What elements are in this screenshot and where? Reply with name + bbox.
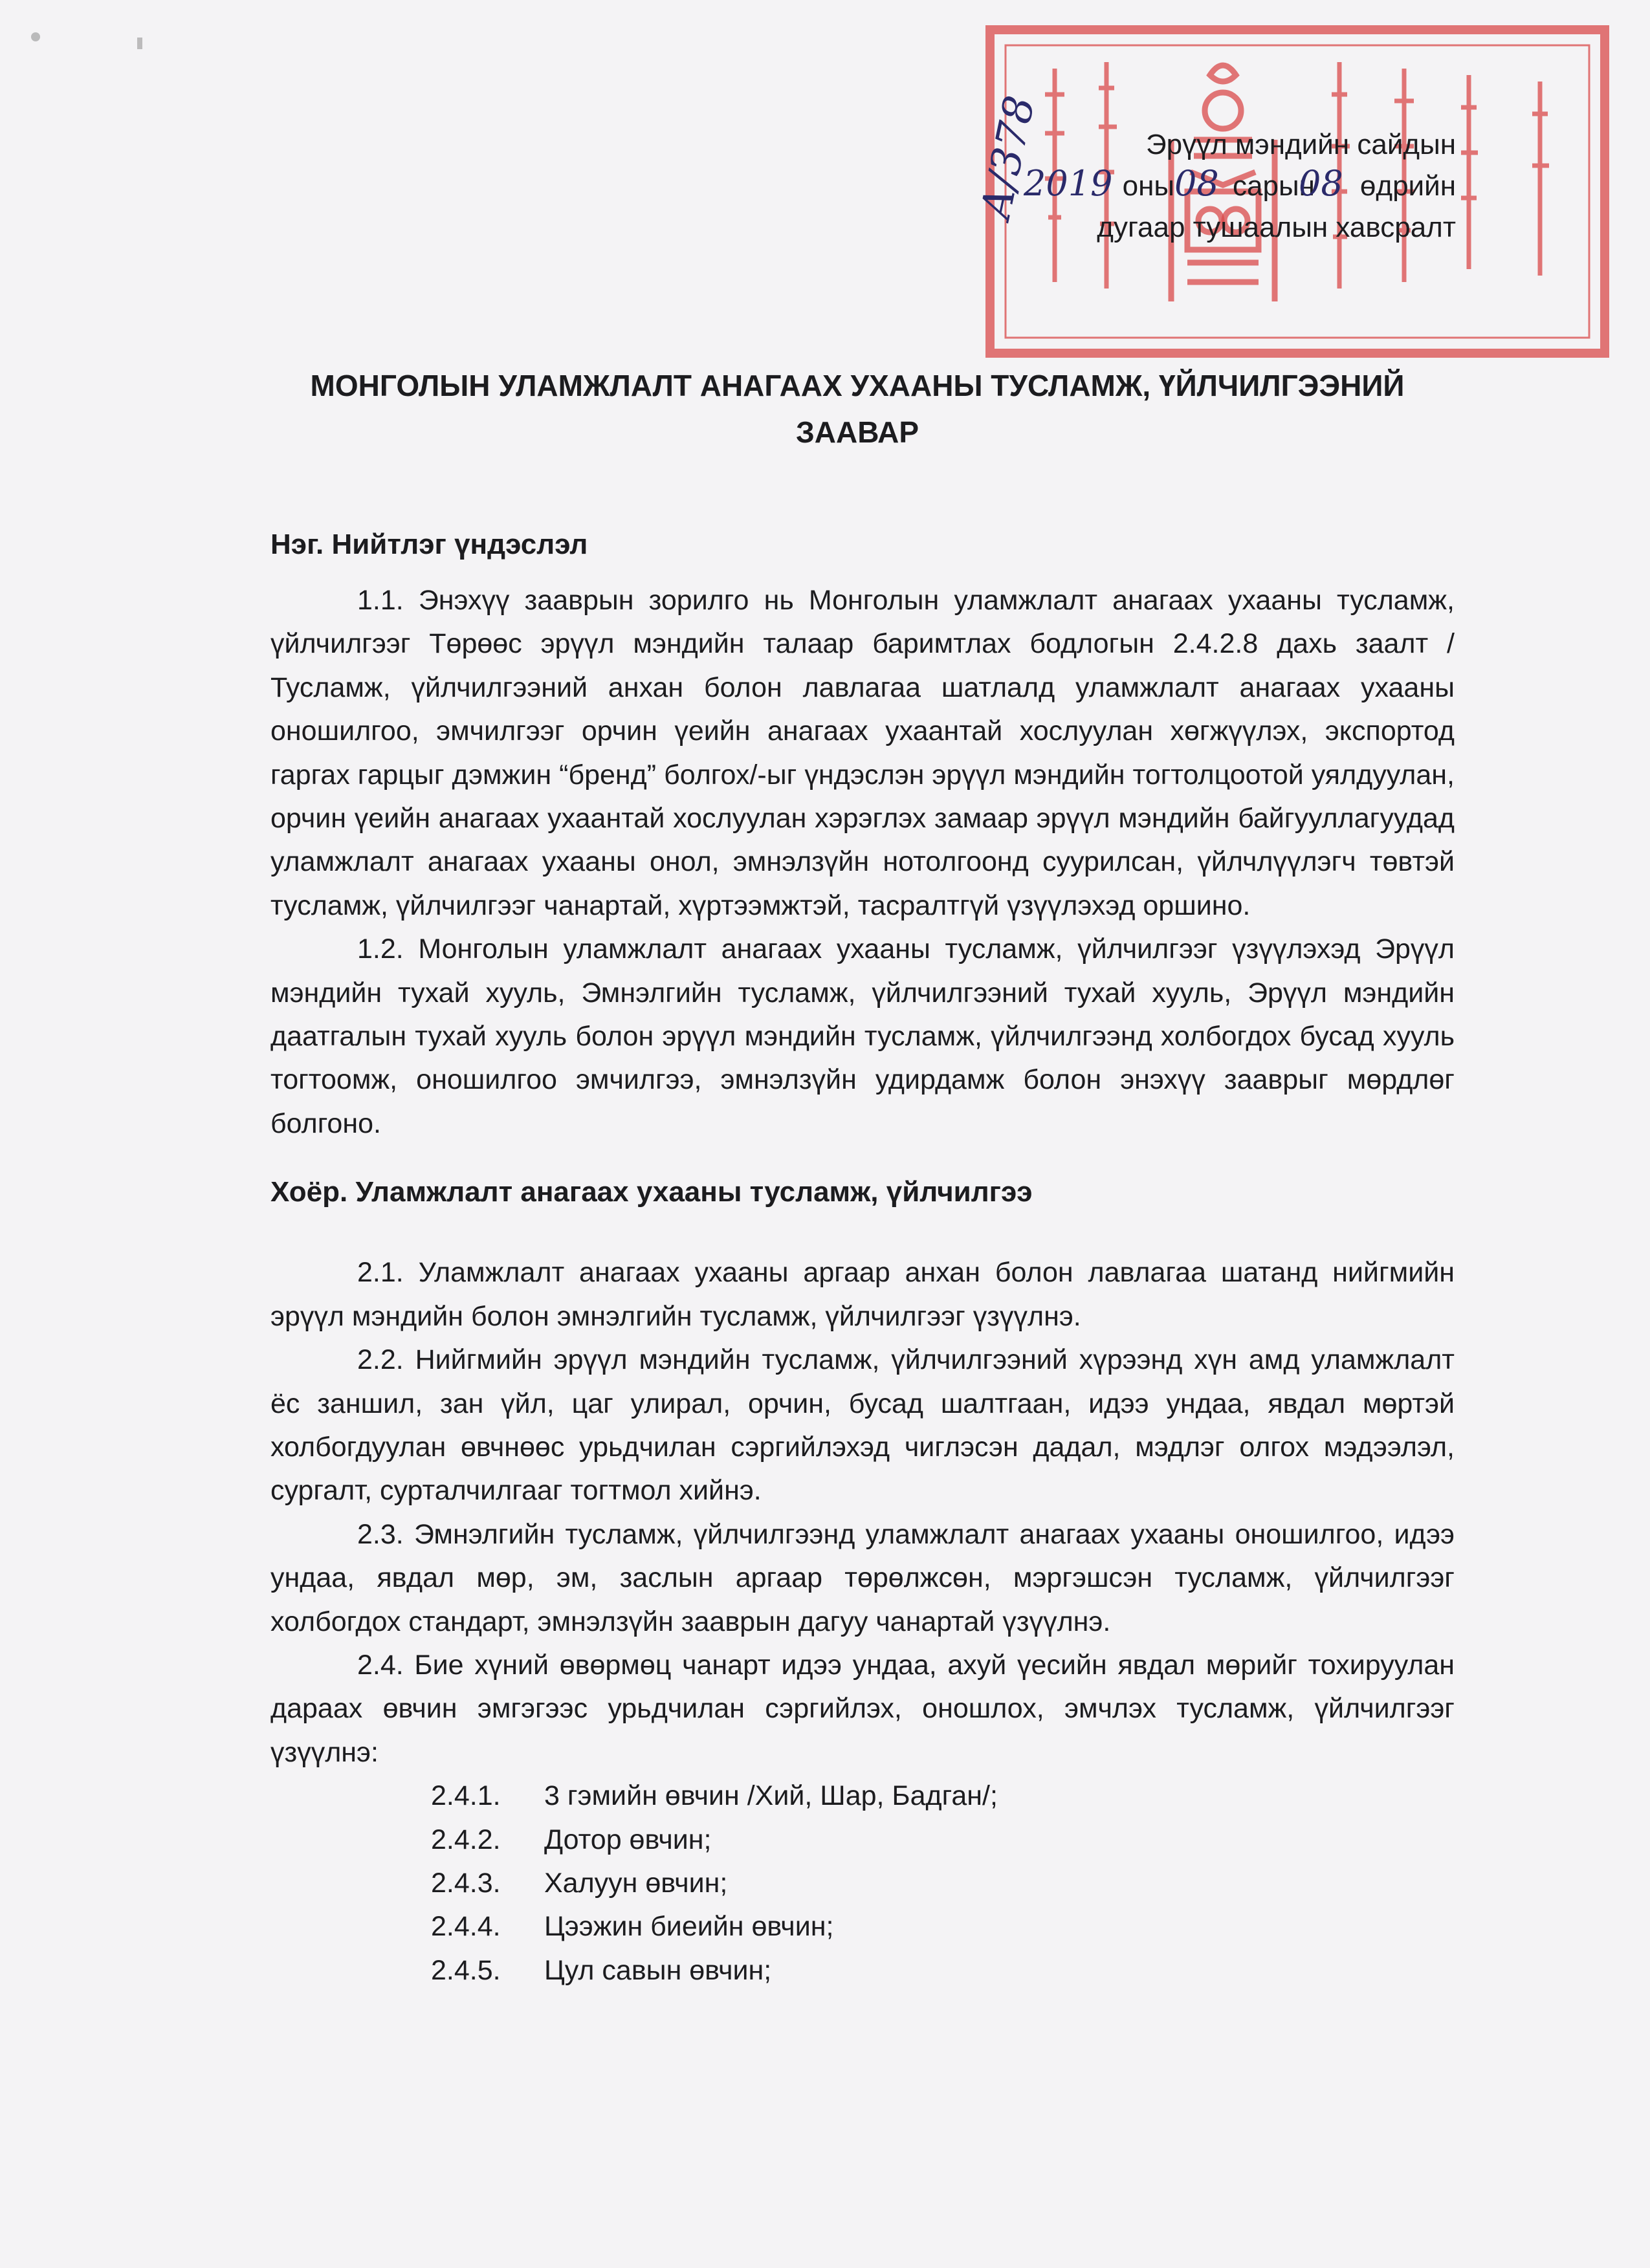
list-item-text: 3 гэмийн өвчин /Хий, Шар, Бадган/; bbox=[544, 1780, 998, 1812]
list-item-number: 2.4.1. bbox=[431, 1780, 501, 1812]
appendix-day-label: өдрийн bbox=[1359, 170, 1456, 202]
document-body bbox=[270, 523, 1455, 1992]
list-item-number: 2.4.4. bbox=[431, 1911, 501, 1943]
section-1-heading: Нэг. Нийтлэг үндэслэл bbox=[270, 529, 588, 560]
title-line-1: МОНГОЛЫН УЛАМЖЛАЛТ АНАГААХ УХААНЫ ТУСЛАМЖ, ҮЙЛЧИЛГЭЭНИЙ bbox=[310, 369, 1405, 402]
list-item bbox=[270, 1774, 1455, 1818]
list-item-number: 2.4.5. bbox=[431, 1954, 501, 1986]
handwritten-order-number: А/378 bbox=[972, 92, 1045, 224]
handwritten-year: 2019 bbox=[1024, 163, 1113, 204]
paragraph-2-4: 2.4. Бие хүний өвөрмөц чанарт идээ ундаа, ахуй үесийн явдал мөрийг тохируулан дараах өвчин эмгэгээс урьдчилан сэргийлэх, оношлох, эмчлэх тусламж, үйлчилгээг үзүүлнэ: bbox=[270, 1649, 1455, 1768]
handwritten-day: 08 bbox=[1299, 163, 1343, 204]
list-item-text: Цул савын өвчин; bbox=[544, 1954, 772, 1986]
paragraph-1-1: 1.1. Энэхүү зааврын зорилго нь Монголын уламжлалт анагаах ухааны тусламж, үйлчилгээг Төрөөс эрүүл мэндийн талаар баримтлах бодлогын 2.4.2.8 дахь заалт /Тусламж, үйлчилгээний анхан болон лавлагаа шатлалд уламжлалт анагаах ухааны оношилгоо, эмчилгээг орчин үеийн анагаах ухаантай хослуулан хөгжүүлэх, экспортод гаргах гарцыг дэмжин “бренд” болгох/-ыг үндэслэн эрүүл мэндийн тогтолцоотой уялдуулан, орчин үеийн анагаах ухаантай хослуулан хэрэглэх замаар эрүүл мэндийн байгууллагуудад уламжлалт анагаах ухааны онол, эмнэлзүйн нотолгоонд суурилсан, үйлчлүүлэгч төвтэй тусламж, үйлчилгээг чанартай, хүртээмжтэй, тасралтгүй үзүүлэхэд оршино. bbox=[270, 585, 1455, 921]
scan-artifact bbox=[31, 32, 40, 41]
list-item-text: Халуун өвчин; bbox=[544, 1867, 728, 1899]
title-line-2: ЗААВАР bbox=[795, 415, 919, 449]
handwritten-month: 08 bbox=[1174, 163, 1219, 204]
appendix-month-label: сарын bbox=[1233, 170, 1315, 202]
appendix-year-label: оны bbox=[1122, 170, 1175, 202]
appendix-line-1: Эрүүл мэндийн сайдын bbox=[1146, 129, 1456, 160]
list-item-text: Цээжин биеийн өвчин; bbox=[544, 1911, 834, 1943]
list-item-text: Дотор өвчин; bbox=[544, 1824, 712, 1855]
disease-list bbox=[270, 1774, 1455, 1992]
scan-artifact bbox=[137, 38, 142, 49]
paragraph-2-1: 2.1. Уламжлалт анагаах ухааны аргаар анхан болон лавлагаа шатанд нийгмийн эрүүл мэндийн болон эмнэлгийн тусламж, үйлчилгээг үзүүлнэ. bbox=[270, 1257, 1455, 1332]
paragraph-2-3: 2.3. Эмнэлгийн тусламж, үйлчилгээнд уламжлалт анагаах ухааны оношилгоо, идээ ундаа, явдал мөр, эм, заслын аргаар төрөлжсөн, мэргэшсэн тусламж, үйлчилгээг холбогдох стандарт, эмнэлзүйн зааврын дагуу чанартай үзүүлнэ. bbox=[270, 1518, 1455, 1637]
list-item-number: 2.4.3. bbox=[431, 1867, 501, 1899]
list-item bbox=[270, 1862, 1455, 1905]
paragraph-1-2: 1.2. Монголын уламжлалт анагаах ухааны тусламж, үйлчилгээг үзүүлэхэд Эрүүл мэндийн тухай хууль, Эмнэлгийн тусламж, үйлчилгээний тухай хууль, Эрүүл мэндийн даатгалын тухай хууль болон эрүүл мэндийн тусламж, үйлчилгээнд холбогдох бусад хууль тогтоомж, оношилгоо эмчилгээ, эмнэлзүйн удирдамж болон энэхүү зааврыг мөрдлөг болгоно. bbox=[270, 933, 1455, 1139]
list-item-number: 2.4.2. bbox=[431, 1824, 501, 1855]
appendix-line-3: дугаар тушаалын хавсралт bbox=[1097, 212, 1456, 243]
paragraph-2-2: 2.2. Нийгмийн эрүүл мэндийн тусламж, үйлчилгээний хүрээнд хүн амд уламжлалт ёс заншил, зан үйл, цаг улирал, орчин, бусад шалтгаан, идээ ундаа, явдал мөртэй холбогдуулан өвчнөөс урьдчилан сэргийлэхэд чиглэсэн дадал, мэдлэг олгох мэдээлэл, сургалт, сурталчилгааг тогтмол хийнэ. bbox=[270, 1344, 1455, 1507]
list-item bbox=[270, 1818, 1455, 1862]
document-title bbox=[246, 362, 1469, 455]
list-item bbox=[270, 1905, 1455, 1948]
section-2-heading: Хоёр. Уламжлалт анагаах ухааны тусламж, үйлчилгээ bbox=[270, 1176, 1033, 1208]
list-item bbox=[270, 1949, 1455, 1992]
